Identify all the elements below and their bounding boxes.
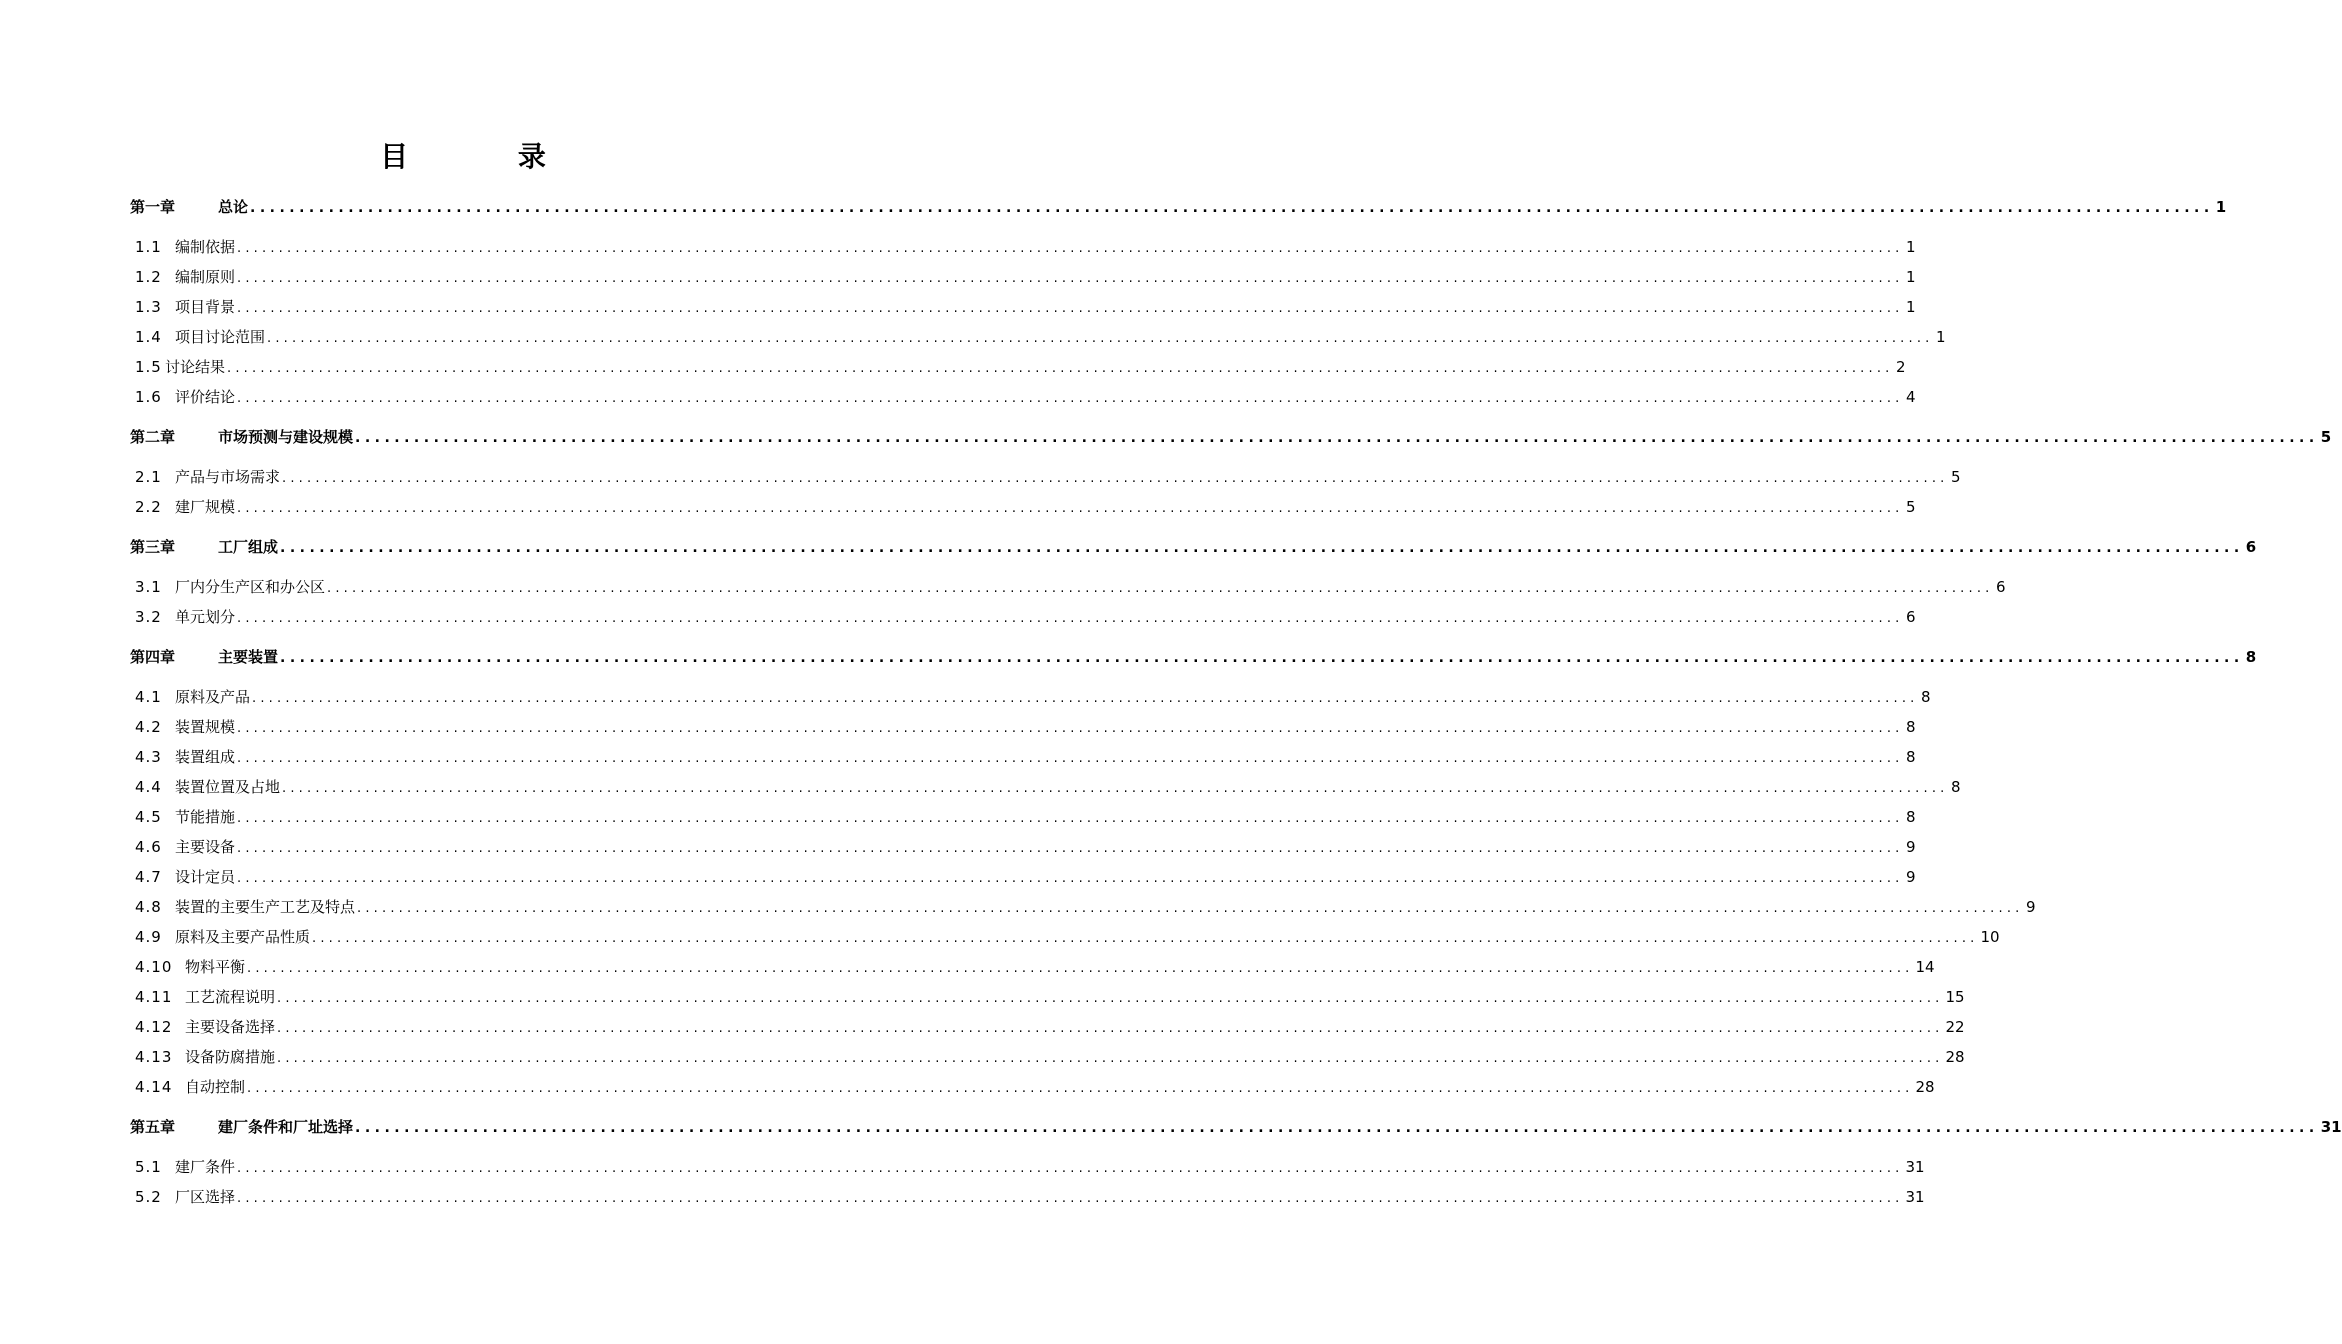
toc-section-entry[interactable] [130, 925, 2000, 955]
toc-entry-number: 2.2 [135, 498, 162, 516]
toc-section-entry[interactable] [130, 575, 2006, 605]
toc-dot-leader: ........................................................................................................................................................................................................ [237, 611, 1904, 626]
toc-dot-leader: ........................................................................................................................................................................................................ [237, 871, 1904, 886]
toc-dot-leader: ........................................................................................................................................................................................................ [237, 241, 1904, 256]
toc-page-number: 15 [1945, 988, 1965, 1006]
toc-dot-leader: ........................................................................................................................................................................................................ [282, 781, 1949, 796]
toc-entry-label: 总论 [218, 198, 249, 216]
toc-entry-label: 自动控制 [185, 1078, 246, 1096]
toc-entry-number: 1.3 [135, 298, 162, 316]
toc-entry-number: 5.1 [135, 1158, 162, 1176]
toc-entry-number: 4.7 [135, 868, 162, 886]
toc-dot-leader: ........................................................................................................................................................................................................ [237, 841, 1904, 856]
toc-dot-leader: ........................................................................................................................................................................................................ [237, 1191, 1904, 1206]
toc-chapter-entry[interactable] [130, 425, 2332, 455]
toc-page-number: 8 [1950, 778, 1961, 796]
toc-entry-label: 讨论结果 [165, 358, 226, 376]
toc-entry-label: 市场预测与建设规模 [218, 428, 354, 446]
toc-section-entry[interactable] [130, 865, 1916, 895]
toc-entry-number: 1.5 [135, 358, 162, 376]
toc-section-entry[interactable] [130, 235, 1916, 265]
toc-entry-number: 3.2 [135, 608, 162, 626]
toc-entry-number: 第一章 [130, 198, 176, 216]
toc-entry-number: 4.12 [135, 1018, 173, 1036]
toc-page-number: 5 [2320, 428, 2332, 446]
toc-page-number: 28 [1915, 1078, 1935, 1096]
toc-entry-number: 4.10 [135, 958, 173, 976]
toc-section-entry[interactable] [130, 355, 1906, 385]
toc-page-number: 22 [1945, 1018, 1965, 1036]
toc-entry-number: 4.11 [135, 988, 173, 1006]
toc-section-entry[interactable] [130, 985, 1965, 1015]
toc-entry-label: 建厂条件 [175, 1158, 236, 1176]
toc-entry-number: 4.4 [135, 778, 162, 796]
toc-section-entry[interactable] [130, 775, 1961, 805]
toc-entry-label: 装置规模 [175, 718, 236, 736]
toc-entry-label: 设备防腐措施 [185, 1048, 276, 1066]
toc-entry-number: 4.8 [135, 898, 162, 916]
toc-entry-label: 编制原则 [175, 268, 236, 286]
toc-page-number: 8 [1920, 688, 1931, 706]
toc-dot-leader: ........................................................................................................................................................................................................ [237, 811, 1904, 826]
toc-section-entry[interactable] [130, 265, 1916, 295]
toc-dot-leader: ........................................................................................................................................................................................................ [357, 901, 2024, 916]
toc-section-entry[interactable] [130, 895, 2036, 925]
toc-entry-label: 厂区选择 [175, 1188, 236, 1206]
toc-section-entry[interactable] [130, 955, 1935, 985]
toc-entry-number: 4.3 [135, 748, 162, 766]
toc-section-entry[interactable] [130, 1185, 1925, 1215]
toc-entry-number: 4.1 [135, 688, 162, 706]
toc-entry-label: 主要设备选择 [185, 1018, 276, 1036]
toc-entry-label: 项目背景 [175, 298, 236, 316]
toc-entry-label: 节能措施 [175, 808, 236, 826]
toc-entry-number: 第四章 [130, 648, 176, 666]
toc-section-entry[interactable] [130, 495, 1916, 525]
toc-entry-label: 产品与市场需求 [175, 468, 281, 486]
toc-page-number: 5 [1905, 498, 1916, 516]
toc-chapter-entry[interactable] [130, 1115, 2342, 1145]
toc-entry-number: 第五章 [130, 1118, 176, 1136]
toc-dot-leader: ........................................................................................................................................................................................................ [237, 1161, 1904, 1176]
toc-page-number: 1 [1935, 328, 1946, 346]
toc-page-number: 14 [1915, 958, 1935, 976]
toc-entry-number: 1.2 [135, 268, 162, 286]
toc-entry-number: 1.6 [135, 388, 162, 406]
toc-page-number: 1 [1905, 298, 1916, 316]
toc-dot-leader: ........................................................................................................................................................................................................ [280, 650, 2244, 666]
toc-dot-leader: ........................................................................................................................................................................................................ [277, 991, 1944, 1006]
toc-dot-leader: ........................................................................................................................................................................................................ [237, 271, 1904, 286]
toc-dot-leader: ........................................................................................................................................................................................................ [277, 1021, 1944, 1036]
toc-page-number: 28 [1945, 1048, 1965, 1066]
toc-entry-label: 编制依据 [175, 238, 236, 256]
toc-dot-leader: ........................................................................................................................................................................................................ [355, 1120, 2319, 1136]
toc-section-entry[interactable] [130, 1075, 1935, 1105]
toc-chapter-entry[interactable] [130, 645, 2257, 675]
toc-entry-label: 原料及产品 [175, 688, 251, 706]
toc-entry-number: 2.1 [135, 468, 162, 486]
toc-dot-leader: ........................................................................................................................................................................................................ [252, 691, 1919, 706]
toc-entry-number: 第三章 [130, 538, 176, 556]
toc-entry-label: 装置位置及占地 [175, 778, 281, 796]
toc-entry-number: 4.9 [135, 928, 162, 946]
toc-page-number: 31 [1905, 1188, 1925, 1206]
toc-dot-leader: ........................................................................................................................................................................................................ [247, 1081, 1914, 1096]
toc-section-entry[interactable] [130, 325, 1946, 355]
toc-section-entry[interactable] [130, 385, 1916, 415]
toc-page-number: 4 [1905, 388, 1916, 406]
toc-section-entry[interactable] [130, 295, 1916, 325]
toc-page-number: 31 [1905, 1158, 1925, 1176]
toc-entry-number: 4.5 [135, 808, 162, 826]
toc-entry-label: 厂内分生产区和办公区 [175, 578, 326, 596]
toc-page-number: 6 [1995, 578, 2006, 596]
toc-entry-label: 设计定员 [175, 868, 236, 886]
toc-chapter-entry[interactable] [130, 195, 2227, 225]
toc-page-number: 1 [1905, 238, 1916, 256]
toc-dot-leader: ........................................................................................................................................................................................................ [237, 301, 1904, 316]
toc-entry-label: 物料平衡 [185, 958, 246, 976]
toc-dot-leader: ........................................................................................................................................................................................................ [267, 331, 1934, 346]
toc-entry-label: 工艺流程说明 [185, 988, 276, 1006]
toc-entry-label: 单元划分 [175, 608, 236, 626]
toc-entry-label: 装置的主要生产工艺及特点 [175, 898, 356, 916]
toc-page-number: 9 [1905, 838, 1916, 856]
toc-section-entry[interactable] [130, 605, 1916, 635]
toc-page-number: 6 [1905, 608, 1916, 626]
toc-entry-label: 评价结论 [175, 388, 236, 406]
toc-section-entry[interactable] [130, 685, 1931, 715]
toc-entry-label: 主要设备 [175, 838, 236, 856]
toc-page-number: 5 [1950, 468, 1961, 486]
toc-dot-leader: ........................................................................................................................................................................................................ [227, 361, 1894, 376]
toc-entry-label: 项目讨论范围 [175, 328, 266, 346]
toc-dot-leader: ........................................................................................................................................................................................................ [327, 581, 1994, 596]
toc-entry-label: 装置组成 [175, 748, 236, 766]
toc-page-number: 10 [1980, 928, 2000, 946]
toc-title: 目 录 [380, 140, 596, 173]
toc-section-entry[interactable] [130, 465, 1961, 495]
toc-page-number: 9 [2025, 898, 2036, 916]
toc-dot-leader: ........................................................................................................................................................................................................ [247, 961, 1914, 976]
toc-dot-leader: ........................................................................................................................................................................................................ [282, 471, 1949, 486]
toc-entry-label: 建厂条件和厂址选择 [218, 1118, 354, 1136]
toc-dot-leader: ........................................................................................................................................................................................................ [250, 200, 2214, 216]
toc-entry-number: 4.2 [135, 718, 162, 736]
toc-entry-number: 4.6 [135, 838, 162, 856]
toc-list [130, 195, 2342, 1215]
toc-entry-number: 4.13 [135, 1048, 173, 1066]
toc-entry-number: 第二章 [130, 428, 176, 446]
toc-section-entry[interactable] [130, 1045, 1965, 1075]
toc-dot-leader: ........................................................................................................................................................................................................ [355, 430, 2319, 446]
toc-page-number: 1 [2215, 198, 2227, 216]
toc-entry-number: 4.14 [135, 1078, 173, 1096]
toc-page-number: 8 [1905, 748, 1916, 766]
toc-page-number: 1 [1905, 268, 1916, 286]
toc-page-number: 6 [2245, 538, 2257, 556]
toc-entry-number: 1.4 [135, 328, 162, 346]
toc-entry-label: 工厂组成 [218, 538, 279, 556]
toc-chapter-entry[interactable] [130, 535, 2257, 565]
toc-entry-label: 原料及主要产品性质 [175, 928, 311, 946]
toc-section-entry[interactable] [130, 1155, 1925, 1185]
toc-dot-leader: ........................................................................................................................................................................................................ [312, 931, 1979, 946]
toc-dot-leader: ........................................................................................................................................................................................................ [277, 1051, 1944, 1066]
toc-dot-leader: ........................................................................................................................................................................................................ [237, 501, 1904, 516]
toc-entry-number: 1.1 [135, 238, 162, 256]
toc-page-number: 31 [2320, 1118, 2342, 1136]
toc-section-entry[interactable] [130, 715, 1916, 745]
toc-entry-label: 建厂规模 [175, 498, 236, 516]
toc-section-entry[interactable] [130, 1015, 1965, 1045]
toc-entry-number: 5.2 [135, 1188, 162, 1206]
toc-dot-leader: ........................................................................................................................................................................................................ [280, 540, 2244, 556]
toc-dot-leader: ........................................................................................................................................................................................................ [237, 751, 1904, 766]
toc-section-entry[interactable] [130, 805, 1916, 835]
toc-section-entry[interactable] [130, 835, 1916, 865]
toc-page-number: 8 [1905, 808, 1916, 826]
toc-section-entry[interactable] [130, 745, 1916, 775]
toc-page-number: 9 [1905, 868, 1916, 886]
toc-entry-label: 主要装置 [218, 648, 279, 666]
toc-dot-leader: ........................................................................................................................................................................................................ [237, 391, 1904, 406]
toc-entry-number: 3.1 [135, 578, 162, 596]
toc-page-number: 8 [1905, 718, 1916, 736]
toc-page-number: 2 [1895, 358, 1906, 376]
toc-dot-leader: ........................................................................................................................................................................................................ [237, 721, 1904, 736]
toc-page-number: 8 [2245, 648, 2257, 666]
